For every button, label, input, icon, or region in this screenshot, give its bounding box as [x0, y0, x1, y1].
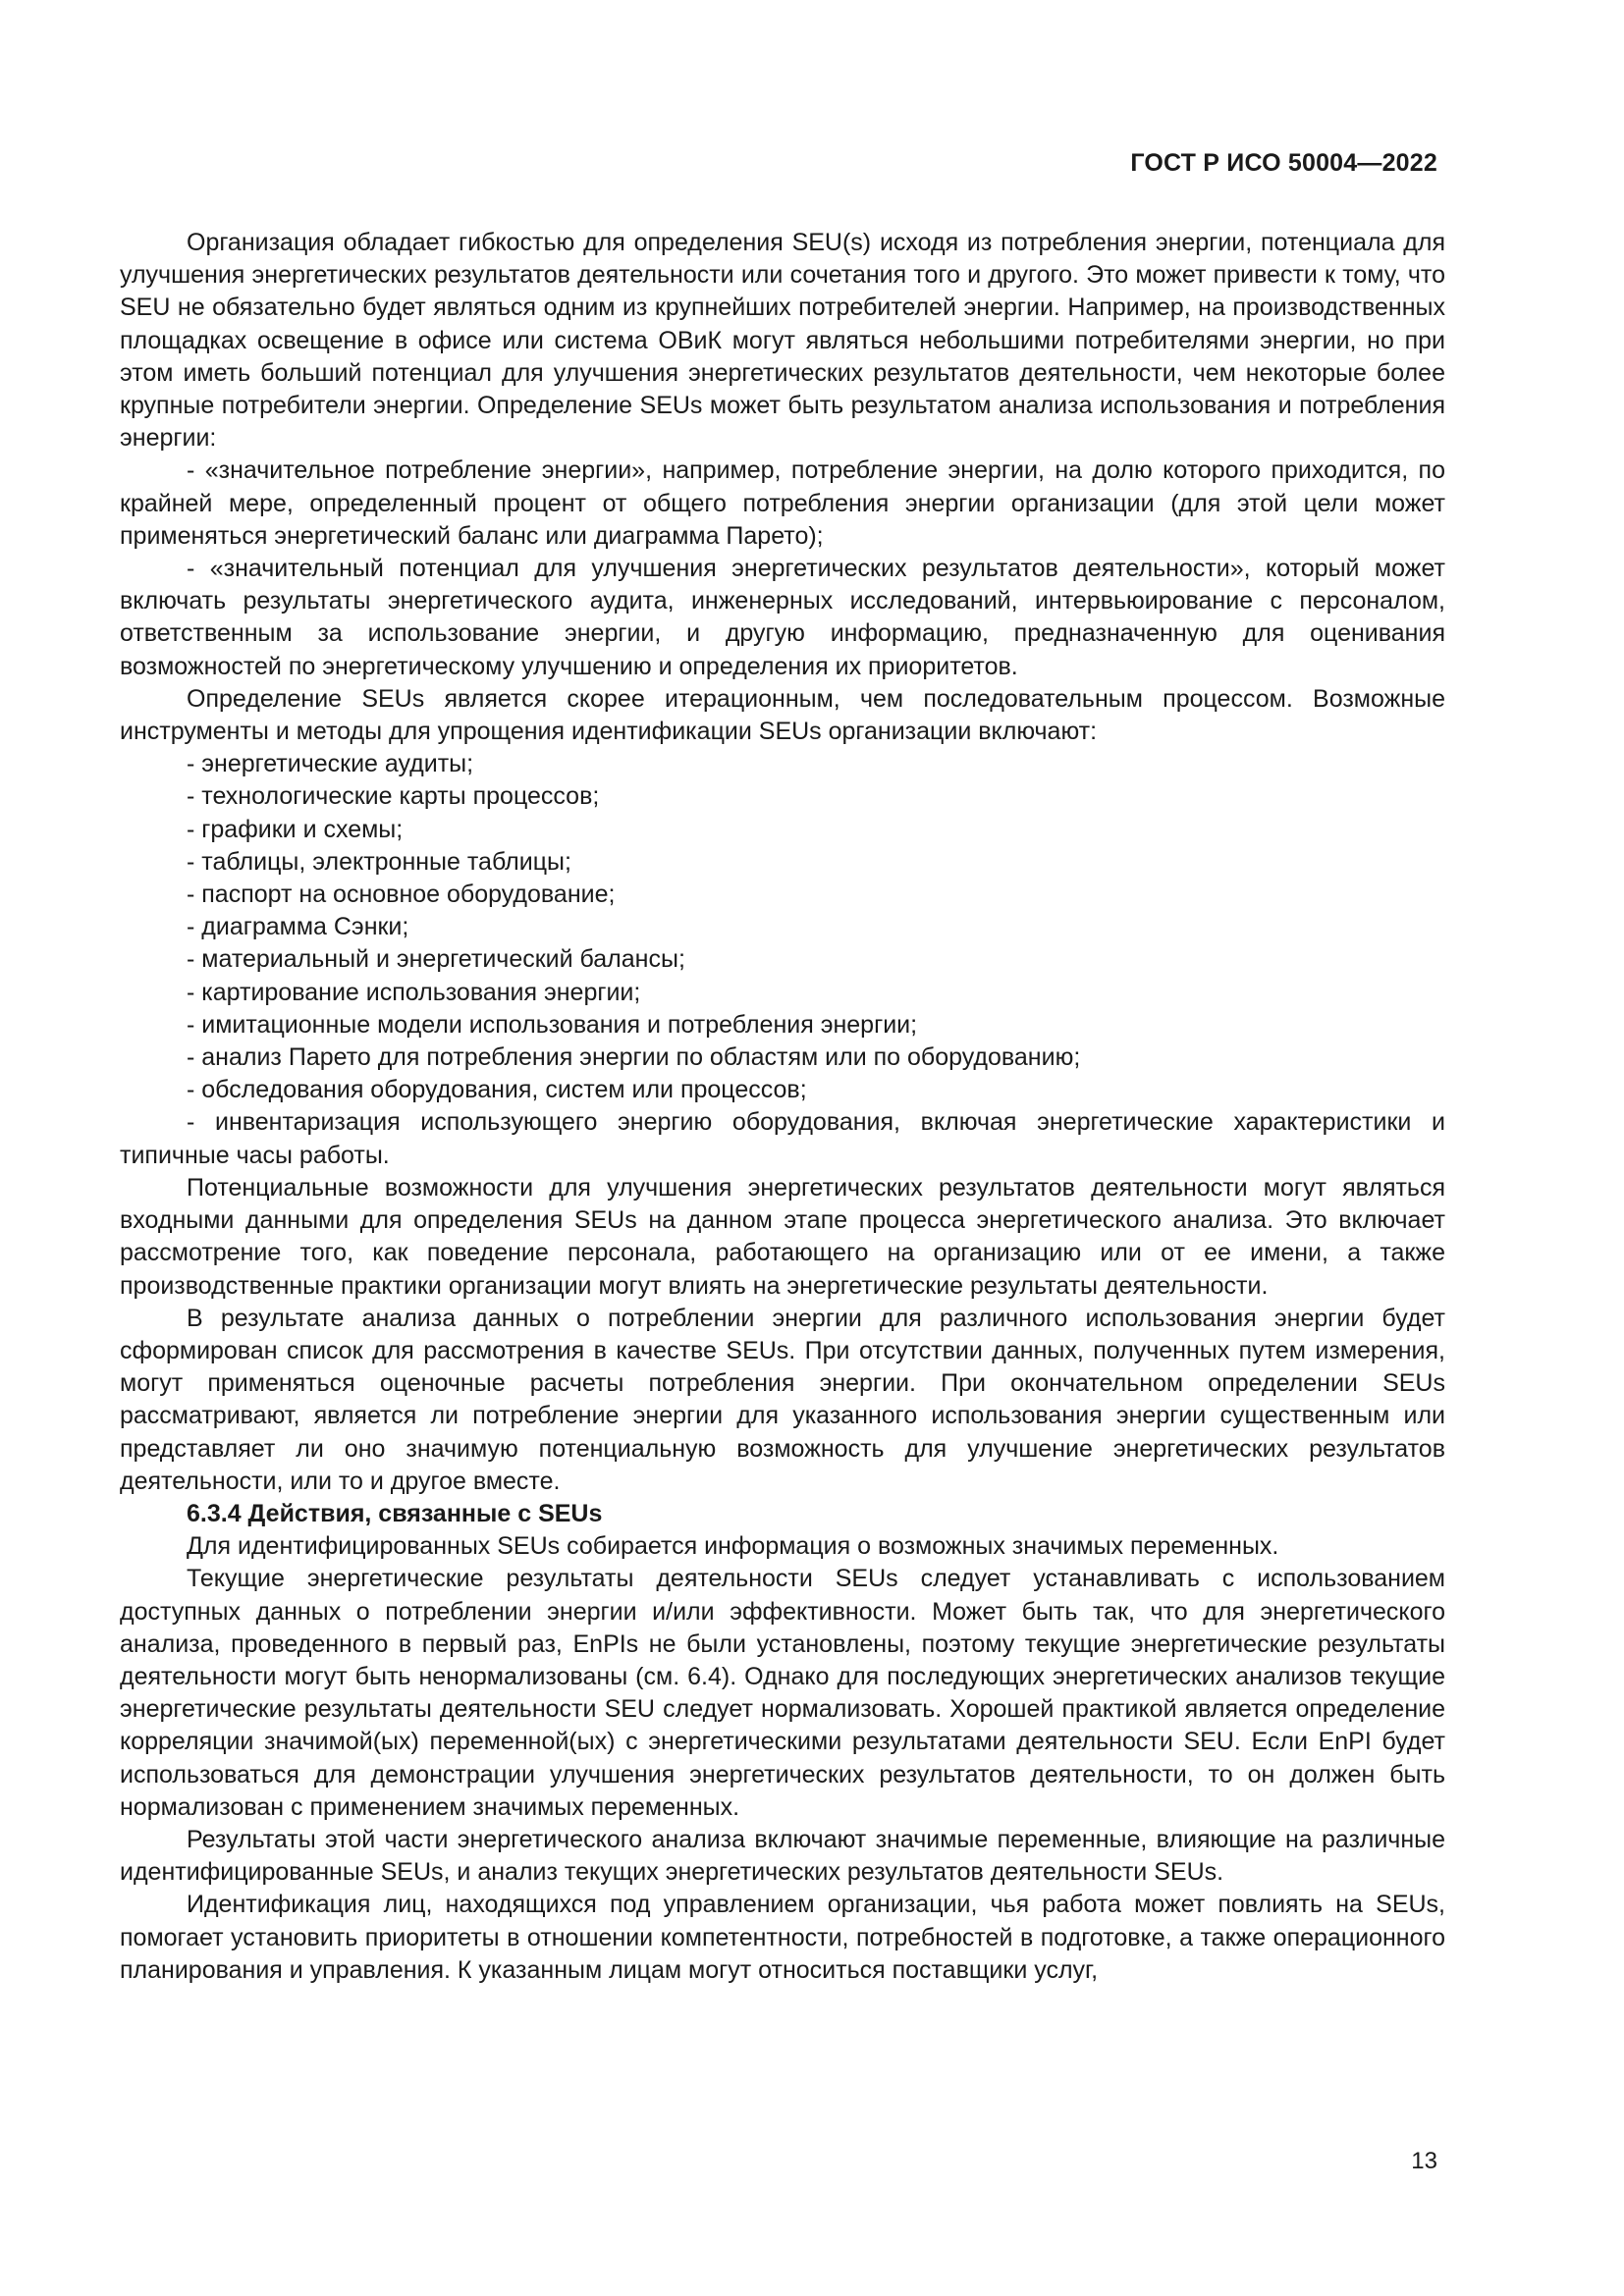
list-item: - графики и схемы;	[187, 815, 404, 843]
list-item: - материальный и энергетический балансы;	[187, 945, 685, 974]
list-item: - инвентаризация использующего энергию оборудования, включая энергетические характеристики и типичные часы работы.	[120, 1108, 1445, 1169]
list-item: - паспорт на основное оборудование;	[187, 881, 616, 909]
section-heading: 6.3.4 Действия, связанные с SEUs	[187, 1499, 603, 1527]
document-code-header: ГОСТ Р ИСО 50004—2022	[1130, 149, 1437, 177]
document-body	[120, 227, 1445, 1987]
list-item: - технологические карты процессов;	[187, 782, 600, 811]
list-item: - «значительное потребление энергии», например, потребление энергии, на долю которого приходится, по крайней мере, определенный процент от общего потребления энергии организации (для этой цели может применяться энергетический баланс или диаграмма Парето);	[120, 456, 1445, 550]
paragraph: Определение SEUs является скорее итерационным, чем последовательным процессом. Возможные инструменты и методы для упрощения идентификации SEUs организации включают:	[120, 684, 1445, 746]
page-number: 13	[1411, 2148, 1437, 2174]
paragraph: Организация обладает гибкостью для определения SEU(s) исходя из потребления энергии, потенциала для улучшения энергетических результатов деятельности или сочетания того и другого. Это может привести к тому, что SEU не обязательно будет являться одним из крупнейших потребителей энергии. Например, на производственных площадках освещение в офисе или система ОВиК могут являться небольшими потребителями энергии, но при этом иметь больший потенциал для улучшения энергетических результатов деятельности, чем некоторые более крупные потребители энергии. Определение SEUs может быть результатом анализа использования и потребления энергии:	[120, 229, 1445, 453]
paragraph: Идентификация лиц, находящихся под управлением организации, чья работа может повлиять на SEUs, помогает установить приоритеты в отношении компетентности, потребностей в подготовке, а также операционного планирования и управления. К указанным лицам могут относиться поставщики услуг,	[120, 1891, 1445, 1984]
list-item: - таблицы, электронные таблицы;	[187, 847, 571, 876]
list-item: - анализ Парето для потребления энергии по областям или по оборудованию;	[187, 1043, 1081, 1072]
list-item: - имитационные модели использования и потребления энергии;	[187, 1010, 918, 1039]
list-item: - энергетические аудиты;	[187, 750, 474, 778]
list-item: - картирование использования энергии;	[187, 978, 641, 1006]
paragraph: Текущие энергетические результаты деятельности SEUs следует устанавливать с использованием доступных данных о потреблении энергии и/или эффективности. Может быть так, что для энергетического анализа, проведенного в первый раз, EnPIs не были установлены, поэтому текущие энергетические результаты деятельности могут быть ненормализованы (см. 6.4). Однако для последующих энергетических анализов текущие энергетические результаты деятельности SEU следует нормализовать. Хорошей практикой является определение корреляции значимой(ых) переменной(ых) с энергетическими результатами деятельности SEU. Если EnPI будет использоваться для демонстрации улучшения энергетических результатов деятельности, то он должен быть нормализован с применением значимых переменных.	[120, 1565, 1445, 1821]
paragraph: Потенциальные возможности для улучшения энергетических результатов деятельности могут являться входными данными для определения SEUs на данном этапе процесса энергетического анализа. Это включает рассмотрение того, как поведение персонала, работающего на организацию или от ее имени, а также производственные практики организации могут влиять на энергетические результаты деятельности.	[120, 1173, 1445, 1300]
paragraph: Для идентифицированных SEUs собирается информация о возможных значимых переменных.	[187, 1532, 1279, 1561]
paragraph: В результате анализа данных о потреблении энергии для различного использования энергии будет сформирован список для рассмотрения в качестве SEUs. При отсутствии данных, полученных путем измерения, могут применяться оценочные расчеты потребления энергии. При окончательном определении SEUs рассматривают, является ли потребление энергии для указанного использования энергии существенным или представляет ли оно значимую потенциальную возможность для улучшение энергетических результатов деятельности, или то и другое вместе.	[120, 1304, 1445, 1495]
list-item: - диаграмма Сэнки;	[187, 913, 409, 941]
list-item: - обследования оборудования, систем или процессов;	[187, 1076, 807, 1104]
paragraph: Результаты этой части энергетического анализа включают значимые переменные, влияющие на различные идентифицированные SEUs, и анализ текущих энергетических результатов деятельности SEUs.	[120, 1825, 1445, 1887]
list-item: - «значительный потенциал для улучшения энергетических результатов деятельности», который может включать результаты энергетического аудита, инженерных исследований, интервьюирование с персоналом, ответственным за использование энергии, и другую информацию, предназначенную для оценивания возможностей по энергетическому улучшению и определения их приоритетов.	[120, 555, 1445, 680]
